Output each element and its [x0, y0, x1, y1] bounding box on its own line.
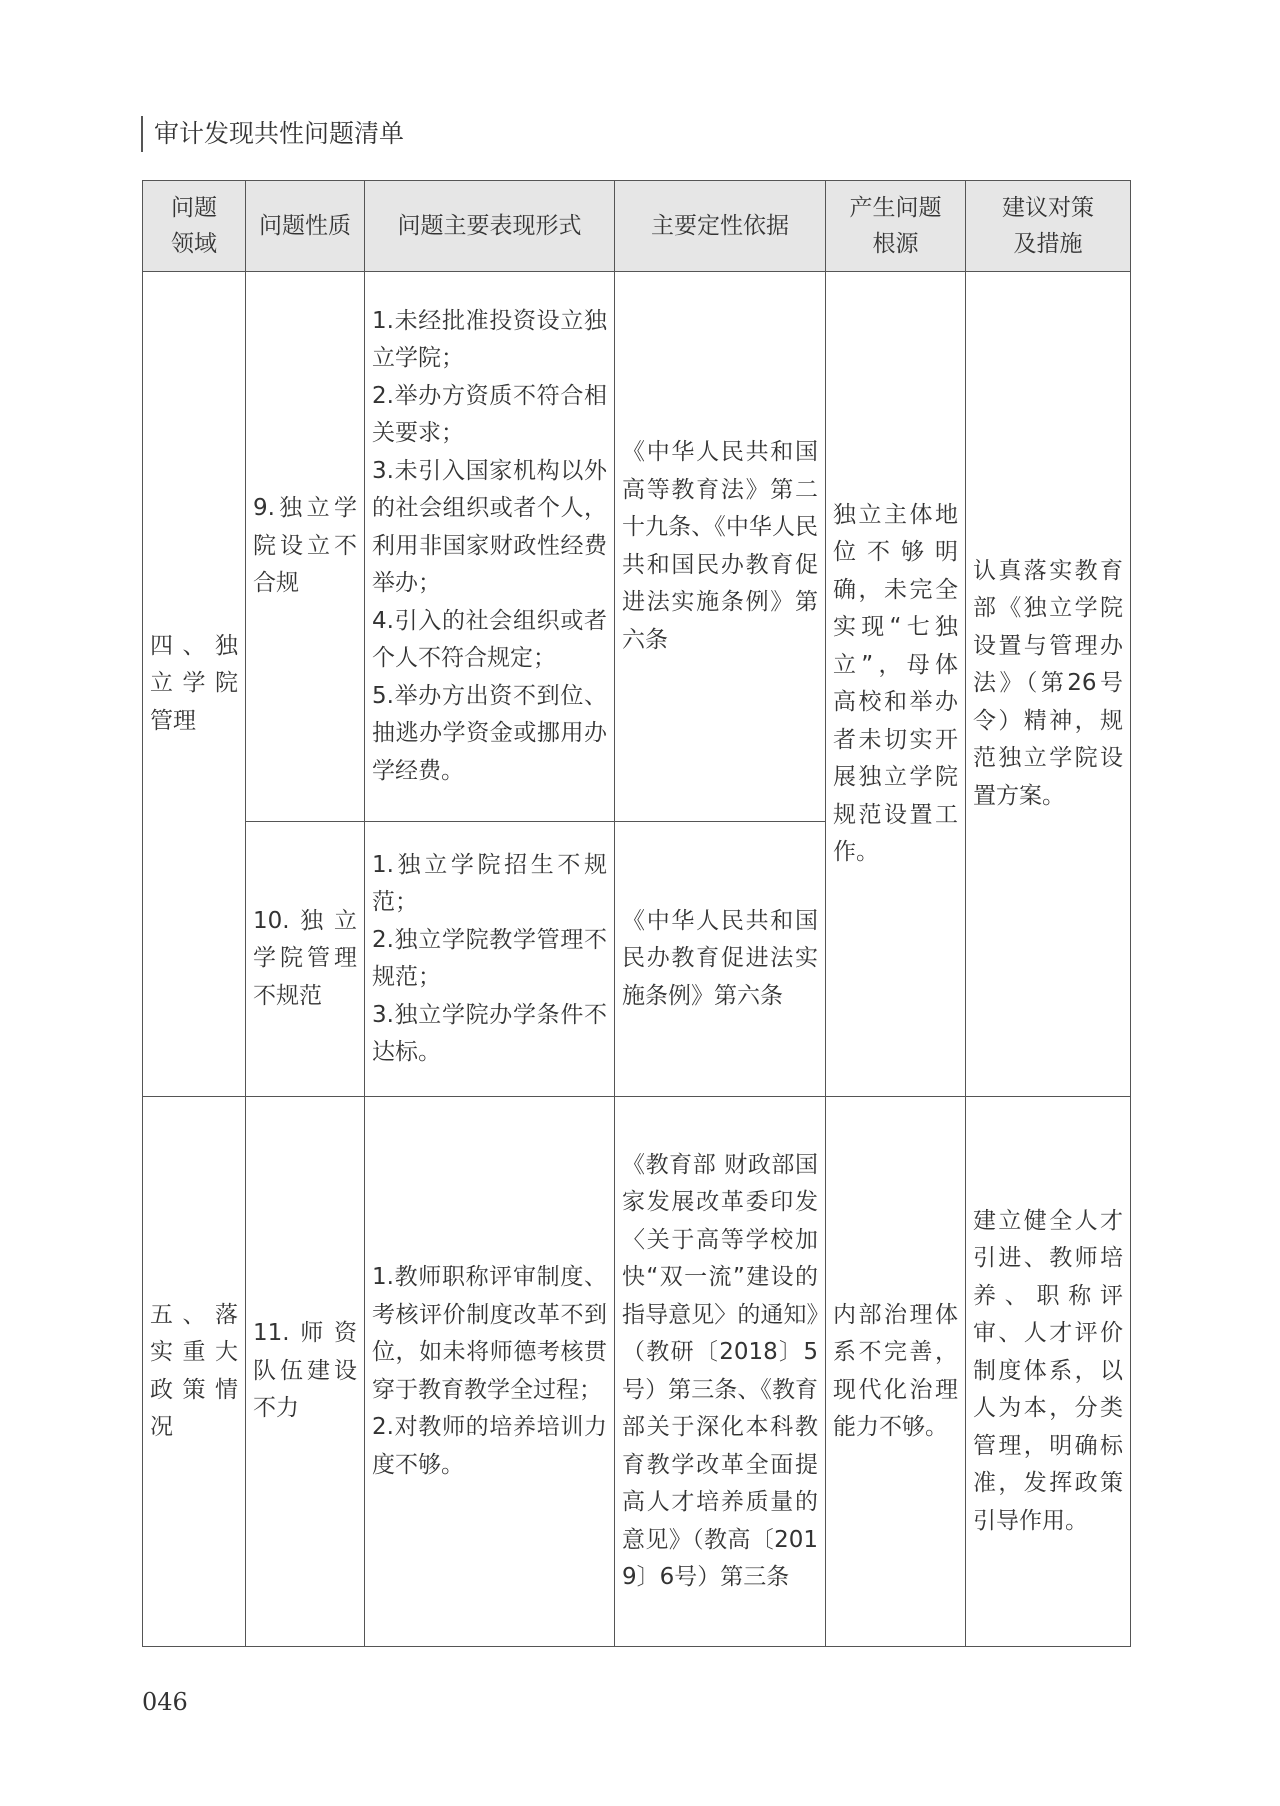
measure-cell: 认真落实教育部《独立学院设置与管理办法》（第26号令）精神，规范独立学院设置方案。: [966, 272, 1131, 1097]
basis-cell: 《中华人民共和国高等教育法》第二十九条、《中华人民共和国民办教育促进法实施条例》第六条: [615, 272, 826, 822]
nature-cell: 10.独立学院管理不规范: [246, 822, 365, 1097]
page-number: 046: [142, 1688, 188, 1716]
column-header-basis: 主要定性依据: [615, 181, 826, 272]
basis-cell: 《教育部 财政部国家发展改革委印发〈关于高等学校加快“双一流”建设的指导意见〉的通知》（教研〔2018〕5号）第三条、《教育部关于深化本科教育教学改革全面提高人才培养质量的意见》（教高〔2019〕6号）第三条: [615, 1097, 826, 1647]
forms-cell: 1.教师职称评审制度、考核评价制度改革不到位，如未将师德考核贯穿于教育教学全过程； 2.对教师的培养培训力度不够。: [365, 1097, 615, 1647]
column-header-domain: 问题 领域: [143, 181, 246, 272]
header-bar: [141, 116, 143, 152]
root-cause-cell: 内部治理体系不完善，现代化治理能力不够。: [826, 1097, 966, 1647]
nature-cell: 9.独立学院设立不合规: [246, 272, 365, 822]
table-row: [143, 1097, 1131, 1647]
column-header-forms: 问题主要表现形式: [365, 181, 615, 272]
forms-cell: 1.独立学院招生不规范； 2.独立学院教学管理不规范； 3.独立学院办学条件不达标。: [365, 822, 615, 1097]
domain-cell: 五、落实重大政策情况: [143, 1097, 246, 1647]
column-header-nature: 问题性质: [246, 181, 365, 272]
forms-cell: 1.未经批准投资设立独立学院； 2.举办方资质不符合相关要求； 3.未引入国家机构以外的社会组织或者个人，利用非国家财政性经费举办； 4.引入的社会组织或者个人不符合规定； 5.举办方出资不到位、抽逃办学资金或挪用办学经费。: [365, 272, 615, 822]
page-header-title: 审计发现共性问题清单: [154, 119, 405, 148]
column-header-measure: 建议对策 及措施: [966, 181, 1131, 272]
table-row: [143, 272, 1131, 822]
measure-cell: 建立健全人才引进、教师培养、职称评审、人才评价制度体系，以人为本，分类管理，明确标准，发挥政策引导作用。: [966, 1097, 1131, 1647]
basis-cell: 《中华人民共和国民办教育促进法实施条例》第六条: [615, 822, 826, 1097]
nature-cell: 11.师资队伍建设不力: [246, 1097, 365, 1647]
audit-issues-table: [142, 180, 1131, 1647]
column-header-root: 产生问题 根源: [826, 181, 966, 272]
domain-cell: 四、独立学院管理: [143, 272, 246, 1097]
root-cause-cell: 独立主体地位不够明确，未完全实现“七独立”，母体高校和举办者未切实开展独立学院规范设置工作。: [826, 272, 966, 1097]
table-header-row: [143, 181, 1131, 272]
